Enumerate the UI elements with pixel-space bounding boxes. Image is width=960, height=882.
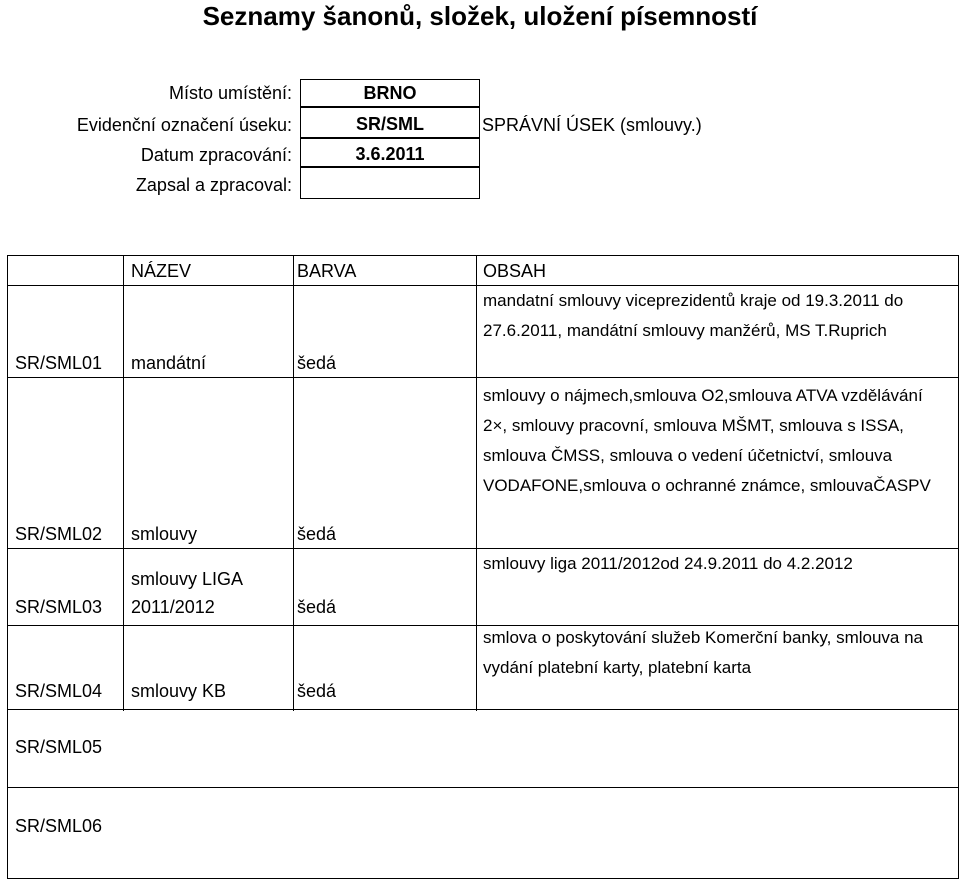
author-field[interactable] <box>300 167 480 199</box>
section-field[interactable] <box>300 107 480 138</box>
binders-table <box>7 255 959 879</box>
row-id: SR/SML05 <box>15 737 103 757</box>
row-content: smlouvy o nájmech,smlouva O2,smlouva ATVA vzdělávání 2×, smlouvy pracovní, smlouva MŠMT, smlouva s ISSA, smlouva ČMSS, smlouva o vedení účetnictví, smlouva VODAFONE,smlouva o ochranné známce, smlouvaČASPV <box>483 386 931 495</box>
row-name: mandátní <box>131 353 207 373</box>
section-description: SPRÁVNÍ ÚSEK (smlouvy.) <box>482 115 702 135</box>
date-field[interactable] <box>300 138 480 167</box>
row-id: SR/SML06 <box>15 816 103 836</box>
row-id: SR/SML02 <box>15 524 103 544</box>
date-label: Datum zpracování: <box>140 145 292 165</box>
col-divider <box>476 256 477 711</box>
row-divider <box>8 709 958 710</box>
row-color: šedá <box>297 681 337 701</box>
row-name: smlouvy KB <box>131 681 227 701</box>
row-id: SR/SML04 <box>15 681 103 701</box>
header-color: BARVA <box>297 261 357 281</box>
location-label: Místo umístění: <box>168 83 292 103</box>
row-name: smlouvy <box>131 524 198 544</box>
section-label: Evidenční označení úseku: <box>76 115 292 135</box>
header-name: NÁZEV <box>131 261 192 281</box>
location-field[interactable] <box>300 79 480 107</box>
header-content: OBSAH <box>483 261 547 281</box>
col-divider <box>293 256 294 711</box>
row-name-line1: smlouvy LIGA <box>131 569 244 589</box>
row-id: SR/SML03 <box>15 597 103 617</box>
row-divider <box>8 377 958 378</box>
author-label: Zapsal a zpracoval: <box>135 175 292 195</box>
row-content: smlova o poskytování služeb Komerční banky, smlouva na vydání platební karty, platební karta <box>483 628 924 677</box>
row-color: šedá <box>297 353 337 373</box>
row-name-line2: 2011/2012 <box>131 597 215 617</box>
date-value: 3.6.2011 <box>355 144 425 164</box>
row-color: šedá <box>297 597 337 617</box>
row-content: mandatní smlouvy viceprezidentů kraje od 19.3.2011 do 27.6.2011, mandátní smlouvy manžérů, MS T.Ruprich <box>483 291 904 340</box>
row-content: smlouvy liga 2011/2012od 24.9.2011 do 4.2.2012 <box>483 554 853 573</box>
location-value: BRNO <box>363 83 417 103</box>
page-title: Seznamy šanonů, složek, uložení písemností <box>202 1 758 31</box>
row-color: šedá <box>297 524 337 544</box>
col-divider <box>123 256 124 711</box>
section-value: SR/SML <box>355 114 424 134</box>
row-id: SR/SML01 <box>15 353 103 373</box>
row-divider <box>8 787 958 788</box>
